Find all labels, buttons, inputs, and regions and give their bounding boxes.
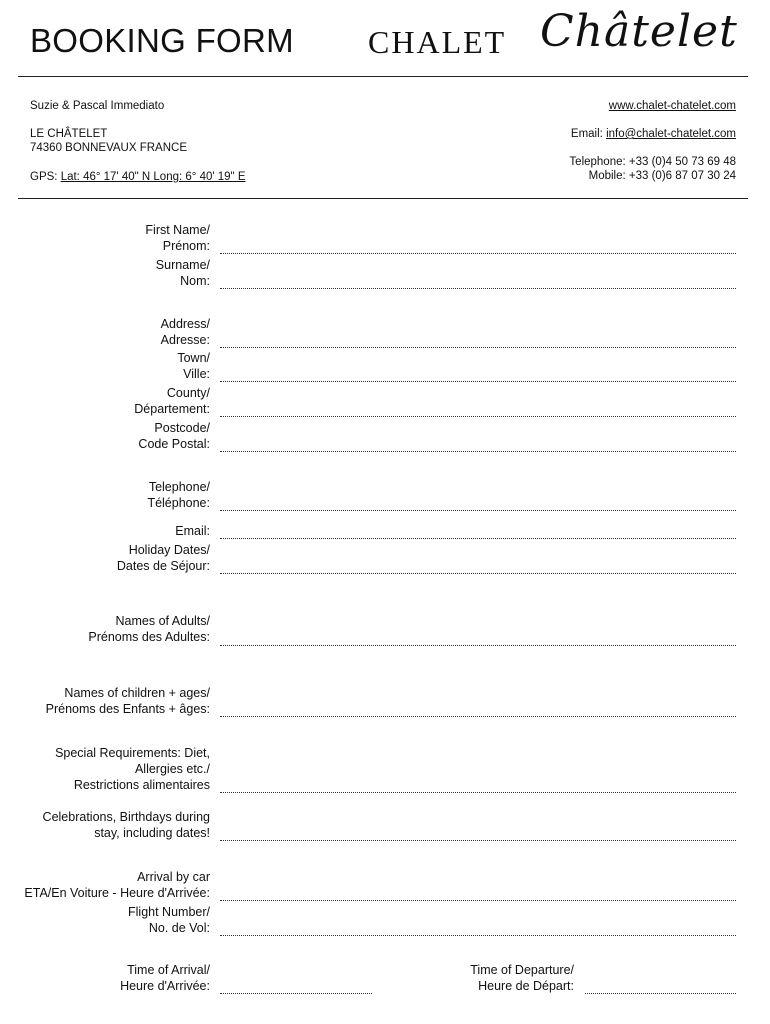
adults-label bbox=[88, 613, 210, 645]
time-arrival-label bbox=[120, 962, 210, 994]
field-label-line: Email: bbox=[175, 524, 210, 538]
field-label-line: Surname/ bbox=[155, 258, 210, 272]
county-field[interactable] bbox=[220, 416, 736, 417]
field-label-line: Arrival by car bbox=[137, 870, 210, 884]
celebrations-label bbox=[43, 809, 210, 841]
email-label: Email: bbox=[570, 128, 607, 140]
time-departure-field[interactable] bbox=[585, 993, 736, 994]
field-label-line: Adresse: bbox=[160, 333, 210, 347]
field-label-line: Flight Number/ bbox=[128, 905, 210, 919]
field-label-line: Nom: bbox=[180, 274, 210, 288]
time-departure-label bbox=[470, 962, 574, 994]
field-label-line: Département: bbox=[134, 402, 210, 416]
address-line-2: 74360 BONNEVAUX FRANCE bbox=[30, 142, 188, 154]
email-contact bbox=[571, 127, 736, 141]
gps-coordinates bbox=[30, 170, 246, 184]
arrival-car-label bbox=[24, 869, 210, 901]
flight-number-label bbox=[128, 904, 210, 936]
field-label-line: Time of Departure/ bbox=[470, 963, 574, 977]
brand-name-caps: CHALET bbox=[368, 24, 507, 60]
field-label-line: Restrictions alimentaires bbox=[73, 778, 210, 792]
field-label-line: No. de Vol: bbox=[148, 921, 210, 935]
website-link[interactable] bbox=[609, 99, 736, 113]
field-label-line: Town/ bbox=[177, 351, 210, 365]
gps-link[interactable]: Lat: 46° 17' 40" N Long: 6° 40' 19" E bbox=[60, 171, 246, 183]
field-label-line: First Name/ bbox=[145, 223, 210, 237]
arrival-car-field[interactable] bbox=[220, 900, 736, 901]
flight-number-field[interactable] bbox=[220, 935, 736, 936]
first-name-label bbox=[145, 222, 210, 254]
address-label bbox=[161, 316, 210, 348]
county-label bbox=[134, 385, 210, 417]
address-field[interactable] bbox=[220, 347, 736, 348]
holiday-dates-field[interactable] bbox=[220, 573, 736, 574]
field-label-line: Address/ bbox=[160, 317, 210, 331]
header-divider bbox=[18, 76, 748, 77]
first-name-field[interactable] bbox=[220, 253, 736, 254]
field-label-line: Celebrations, Birthdays during bbox=[42, 810, 210, 824]
email-field-label bbox=[175, 523, 210, 539]
field-label-line: Names of Adults/ bbox=[115, 614, 210, 628]
field-label-line: Allergies etc./ bbox=[134, 762, 210, 776]
field-label-line: County/ bbox=[166, 386, 210, 400]
field-label-line: Telephone/ bbox=[148, 480, 210, 494]
surname-field[interactable] bbox=[220, 288, 736, 289]
time-arrival-field[interactable] bbox=[220, 993, 372, 994]
children-field[interactable] bbox=[220, 716, 736, 717]
field-label-line: Postcode/ bbox=[154, 421, 210, 435]
town-label bbox=[177, 350, 210, 382]
field-label-line: Special Requirements: Diet, bbox=[55, 746, 210, 760]
field-label-line: Téléphone: bbox=[147, 496, 210, 510]
holiday-dates-label bbox=[117, 542, 210, 574]
email-link[interactable]: info@chalet-chatelet.com bbox=[606, 128, 736, 140]
surname-label bbox=[156, 257, 210, 289]
field-label-line: Heure de Départ: bbox=[478, 979, 574, 993]
special-requirements-label bbox=[55, 745, 210, 793]
special-requirements-field[interactable] bbox=[220, 792, 736, 793]
field-label-line: stay, including dates! bbox=[94, 826, 210, 840]
field-label-line: Names of children + ages/ bbox=[64, 686, 210, 700]
gps-label: GPS: bbox=[30, 171, 61, 183]
field-label-line: Prénom: bbox=[162, 239, 210, 253]
address-line-1: LE CHÂTELET bbox=[30, 128, 108, 140]
field-label-line: Prénoms des Adultes: bbox=[88, 630, 210, 644]
mobile-number: Mobile: +33 (0)6 87 07 30 24 bbox=[588, 170, 736, 182]
telephone-label bbox=[147, 479, 210, 511]
field-label-line: Ville: bbox=[183, 367, 210, 381]
form-title: BOOKING FORM bbox=[30, 22, 294, 59]
field-label-line: Holiday Dates/ bbox=[128, 543, 210, 557]
adults-field[interactable] bbox=[220, 645, 736, 646]
town-field[interactable] bbox=[220, 381, 736, 382]
celebrations-field[interactable] bbox=[220, 840, 736, 841]
postcode-field[interactable] bbox=[220, 451, 736, 452]
website-link-text[interactable]: www.chalet-chatelet.com bbox=[608, 100, 736, 112]
field-label-line: Prénoms des Enfants + âges: bbox=[45, 702, 210, 716]
email-field[interactable] bbox=[220, 538, 736, 539]
field-label-line: ETA/En Voiture - Heure d'Arrivée: bbox=[24, 886, 210, 900]
field-label-line: Time of Arrival/ bbox=[127, 963, 210, 977]
telephone-field[interactable] bbox=[220, 510, 736, 511]
postcode-label bbox=[138, 420, 210, 452]
children-label bbox=[46, 685, 210, 717]
field-label-line: Code Postal: bbox=[138, 437, 210, 451]
contact-divider bbox=[18, 198, 748, 199]
telephone-number: Telephone: +33 (0)4 50 73 69 48 bbox=[569, 156, 736, 168]
brand-name-script: Châtelet bbox=[540, 6, 738, 57]
field-label-line: Heure d'Arrivée: bbox=[120, 979, 210, 993]
owners-name: Suzie & Pascal Immediato bbox=[30, 100, 165, 112]
field-label-line: Dates de Séjour: bbox=[116, 559, 210, 573]
